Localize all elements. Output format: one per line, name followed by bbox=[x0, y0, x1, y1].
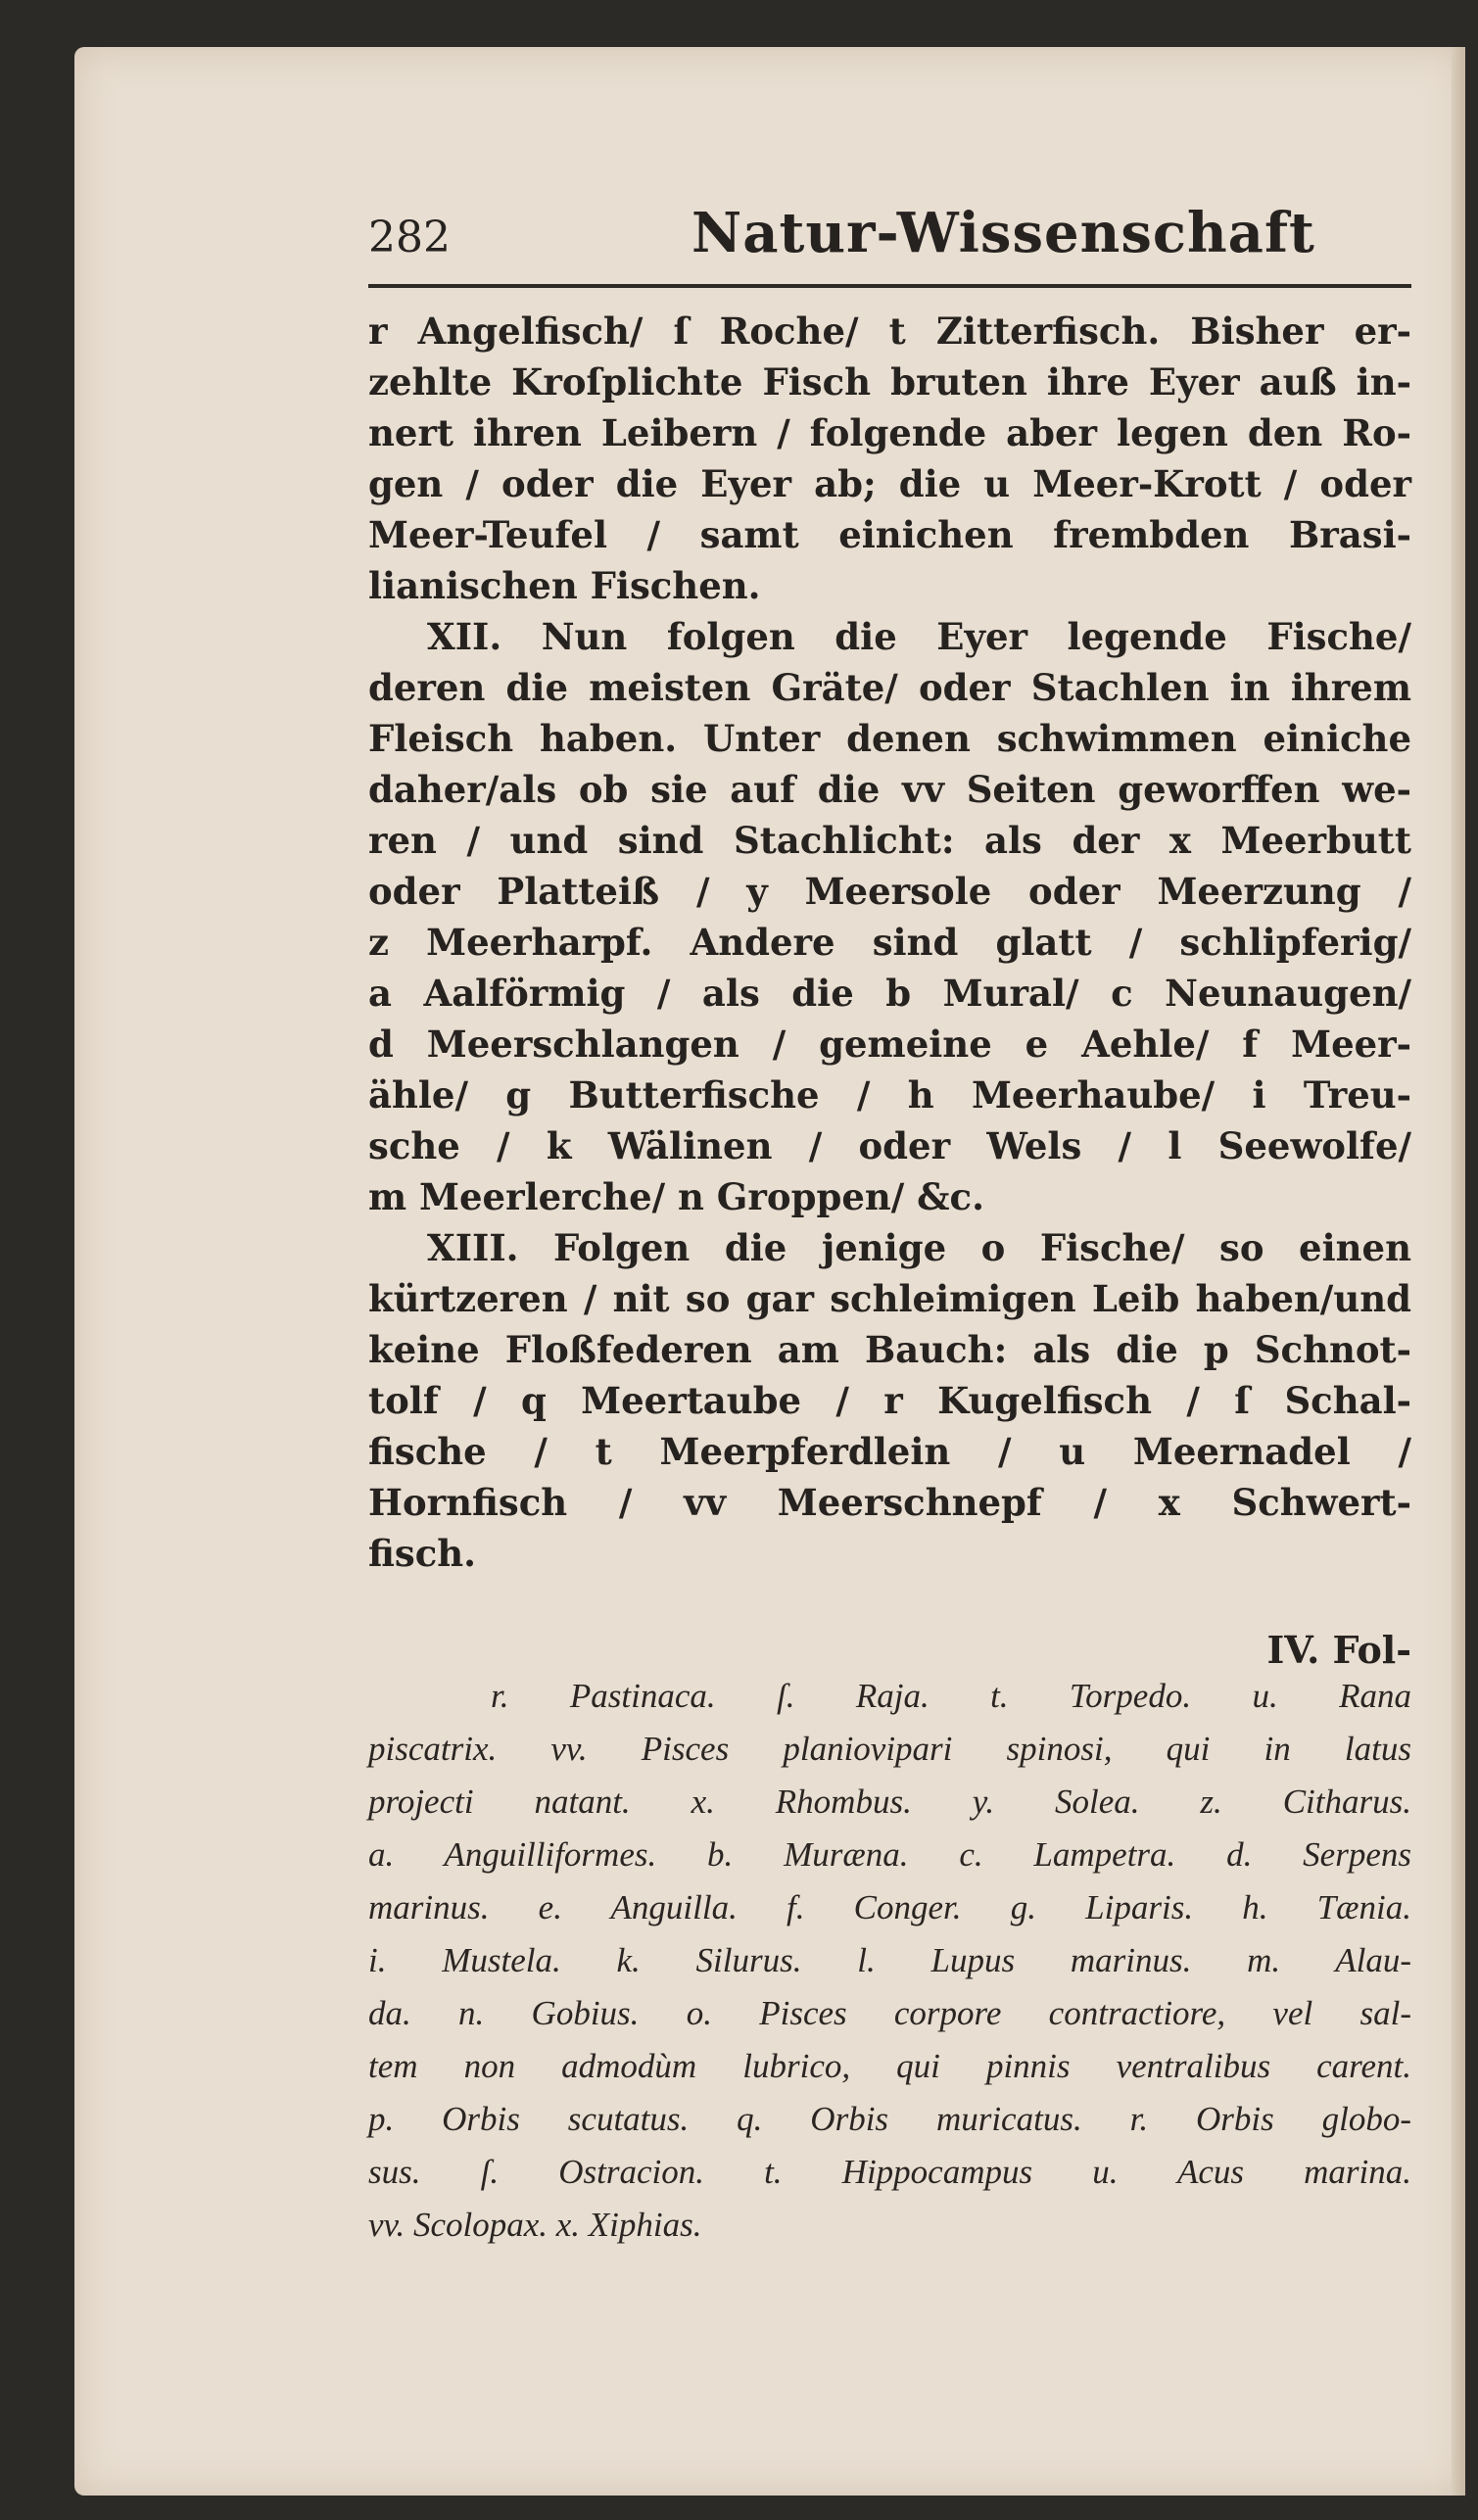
catchword: IV. Fol- bbox=[1266, 1628, 1411, 1672]
text-line: oder Platteiß / y Meersole oder Meerzung / bbox=[368, 870, 1411, 913]
footnote-line: piscatrix. vv. Pisces planiovipari spinosi, qui in latus bbox=[368, 1730, 1411, 1768]
footnote-line: vv. Scolopax. x. Xiphias. bbox=[368, 2206, 702, 2244]
text-line: keine Floßfederen am Bauch: als die p Schnot- bbox=[368, 1328, 1411, 1371]
footnote-line: marinus. e. Anguilla. f. Conger. g. Liparis. h. Tænia. bbox=[368, 1888, 1411, 1926]
footnotes bbox=[368, 1670, 1411, 2252]
footnote-line: projecti natant. x. Rhombus. y. Solea. z. Citharus. bbox=[368, 1783, 1411, 1821]
text-line: lianischen Fischen. bbox=[368, 564, 761, 607]
text-line: gen / oder die Eyer ab; die u Meer-Krott / oder bbox=[368, 462, 1411, 505]
footnote-line: i. Mustela. k. Silurus. l. Lupus marinus. m. Alau- bbox=[368, 1941, 1411, 1979]
header-rule bbox=[368, 284, 1411, 288]
text-line: XII. Nun folgen die Eyer legende Fische/ bbox=[427, 615, 1411, 658]
text-line: sche / k Wälinen / oder Wels / l Seewolfe/ bbox=[368, 1124, 1411, 1167]
footnote-line: a. Anguilliformes. b. Muræna. c. Lampetra. d. Serpens bbox=[368, 1835, 1411, 1874]
text-line: daher/als ob sie auf die vv Seiten geworffen we- bbox=[368, 768, 1411, 811]
text-line: r Angelfisch/ ſ Roche/ t Zitterfisch. Bisher er- bbox=[368, 309, 1411, 353]
running-head: Natur-Wissenschaft bbox=[691, 201, 1315, 265]
text-line: Hornfisch / vv Meerschnepf / x Schwert- bbox=[368, 1481, 1411, 1524]
text-line: ren / und sind Stachlicht: als der x Meerbutt bbox=[368, 819, 1411, 862]
page-header bbox=[368, 201, 1411, 269]
text-line: deren die meisten Gräte/ oder Stachlen in ihrem bbox=[368, 666, 1411, 709]
footnote-line: da. n. Gobius. o. Pisces corpore contractiore, vel sal- bbox=[368, 1994, 1411, 2032]
text-line: m Meerlerche/ n Groppen/ &c. bbox=[368, 1175, 984, 1218]
footnote-line: tem non admodùm lubrico, qui pinnis ventralibus carent. bbox=[368, 2047, 1411, 2085]
text-line: fisch. bbox=[368, 1532, 477, 1575]
footnote-line: sus. ſ. Ostracion. t. Hippocampus u. Acus marina. bbox=[368, 2153, 1411, 2191]
text-line: XIII. Folgen die jenige o Fische/ so einen bbox=[427, 1226, 1411, 1269]
text-line: d Meerschlangen / gemeine e Aehle/ f Meer- bbox=[368, 1022, 1411, 1066]
text-line: nert ihren Leibern / folgende aber legen den Ro- bbox=[368, 411, 1411, 454]
text-line: fische / t Meerpferdlein / u Meernadel / bbox=[368, 1430, 1411, 1473]
text-line: ähle/ g Butterfische / h Meerhaube/ i Treu- bbox=[368, 1073, 1411, 1117]
text-line: z Meerharpf. Andere sind glatt / schlipferig/ bbox=[368, 921, 1411, 964]
text-line: kürtzeren / nit so gar schleimigen Leib haben/und bbox=[368, 1277, 1411, 1320]
text-line: tolf / q Meertaube / r Kugelfisch / ſ Schal- bbox=[368, 1379, 1411, 1422]
footnote-line: r. Pastinaca. ſ. Raja. t. Torpedo. u. Rana bbox=[491, 1677, 1411, 1715]
text-line: Fleisch haben. Unter denen schwimmen einiche bbox=[368, 717, 1411, 760]
text-line: zehlte Kroſplichte Fisch bruten ihre Eyer auß in- bbox=[368, 360, 1411, 404]
text-line: Meer-Teufel / samt einichen frembden Brasi- bbox=[368, 513, 1411, 556]
page-gutter bbox=[1452, 47, 1465, 2496]
main-text bbox=[368, 306, 1411, 1579]
text-line: a Aalförmig / als die b Mural/ c Neunaugen/ bbox=[368, 972, 1411, 1015]
page-number: 282 bbox=[368, 213, 451, 262]
footnote-line: p. Orbis scutatus. q. Orbis muricatus. r. Orbis globo- bbox=[368, 2100, 1411, 2138]
